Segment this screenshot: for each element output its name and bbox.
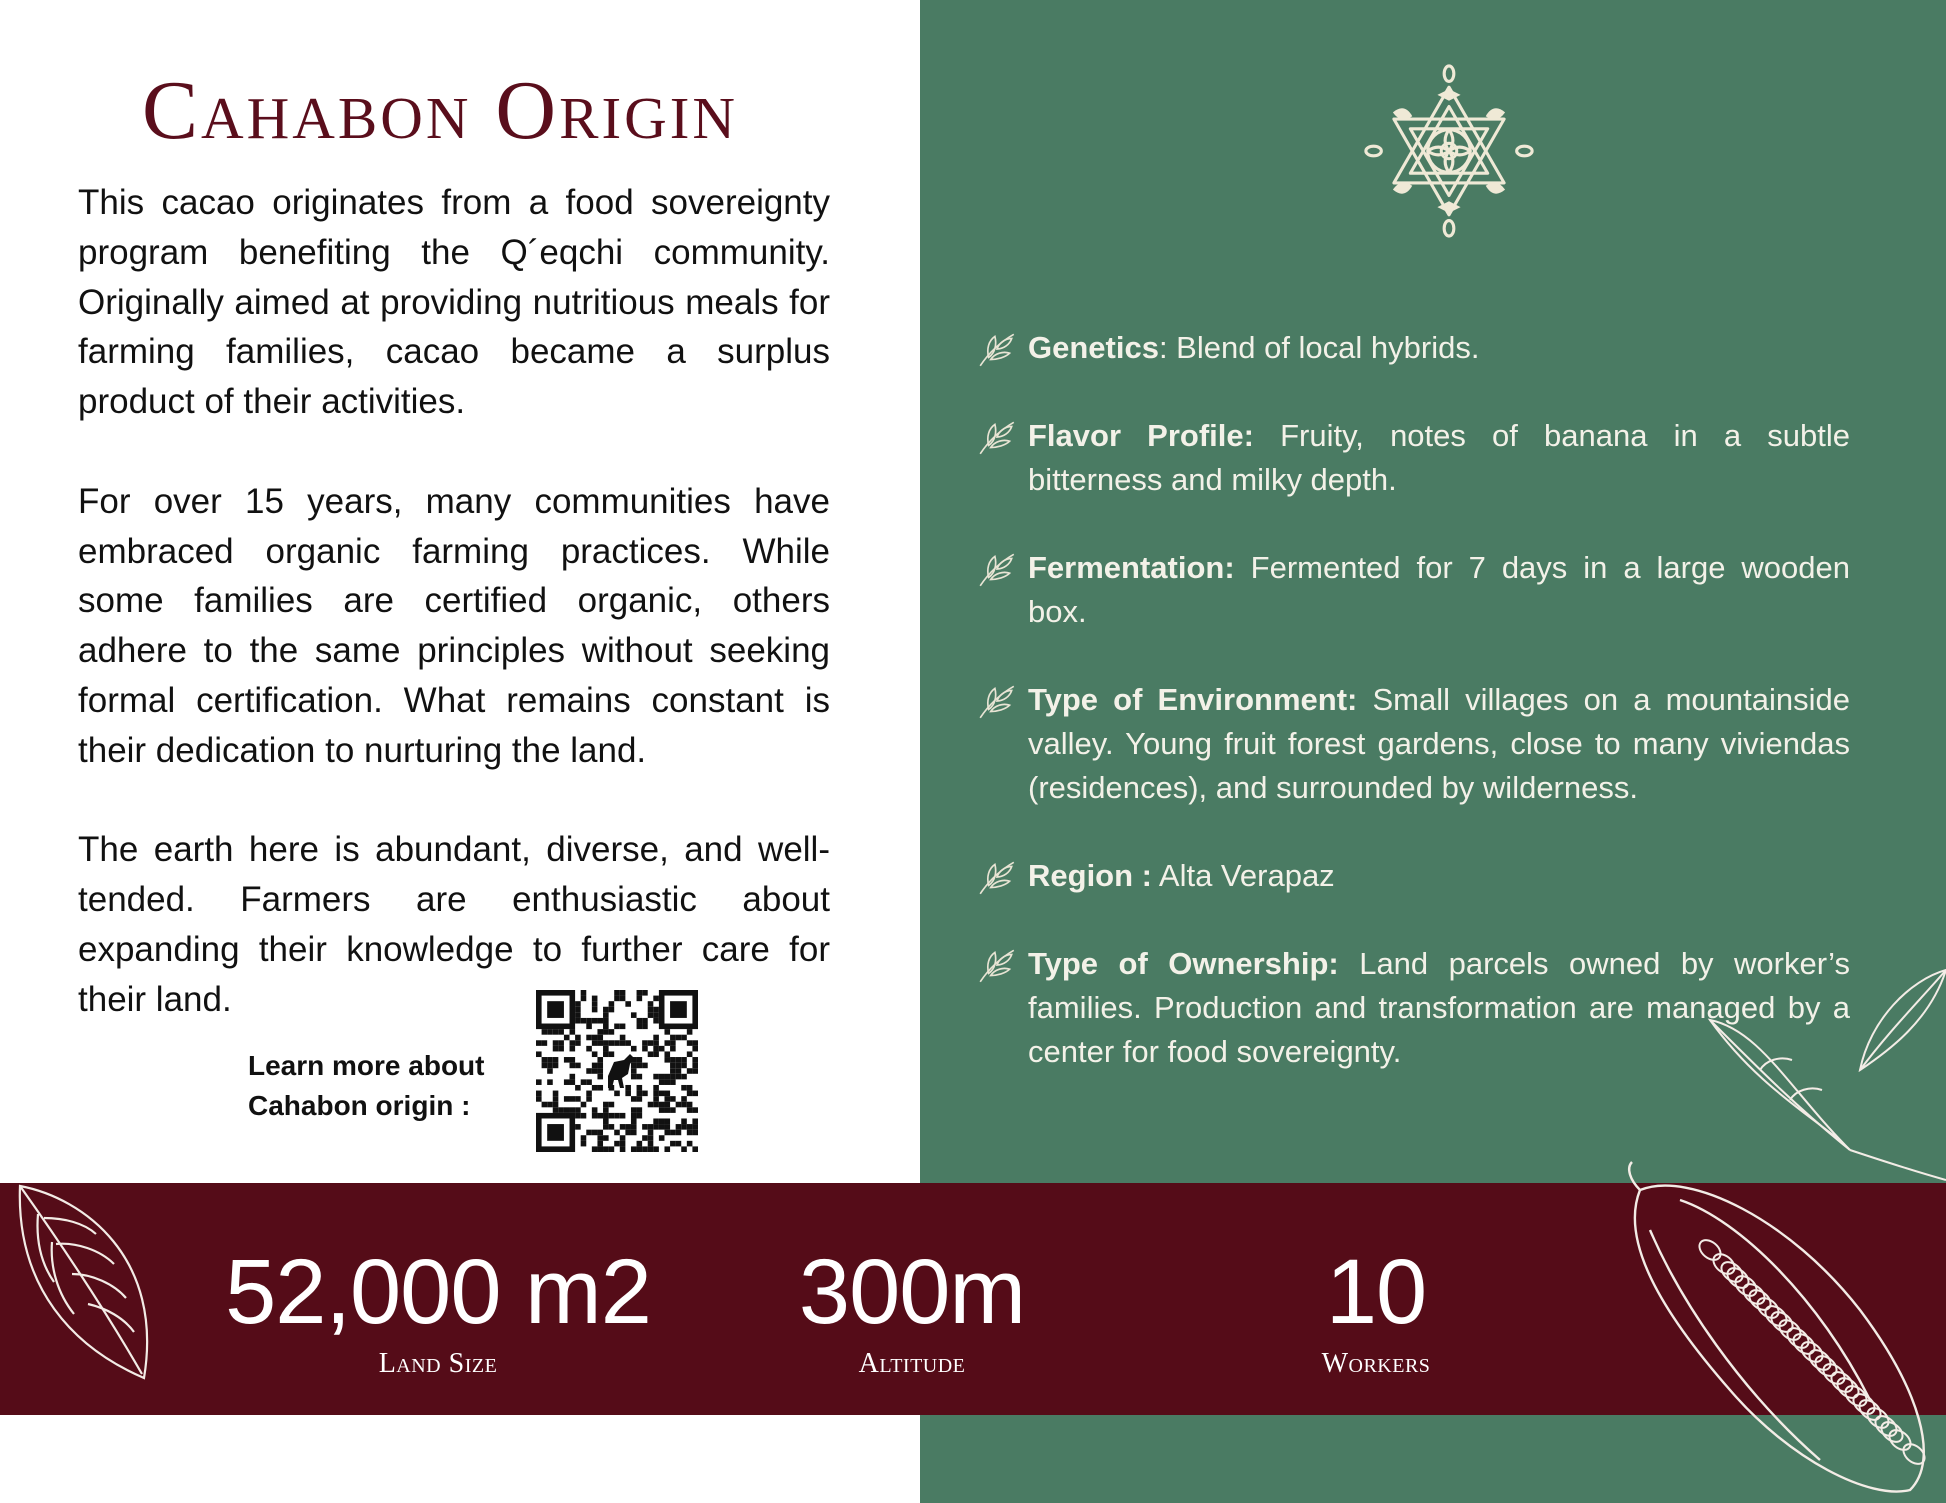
paragraph-1: This cacao originates from a food sovereignty program benefiting the Q´eqchi community. Originally aimed at providing nutritious meals for farming families, cacao became a surplus product of their activities. — [78, 183, 830, 422]
page-title: Cahabon Origin — [142, 64, 738, 157]
qr-code[interactable] — [536, 990, 698, 1152]
stat-label: Land Size — [378, 1348, 498, 1379]
stat-altitude — [692, 1240, 1132, 1380]
stat-land-size — [218, 1240, 658, 1380]
leaf-bullet-icon — [976, 548, 1018, 590]
detail-value: : Blend of local hybrids. — [1158, 330, 1480, 365]
detail-value: Fermented for 7 days in a large wooden box. — [1028, 550, 1850, 629]
detail-region — [976, 854, 1850, 898]
detail-value: Fruity, notes of banana in a subtle bitterness and milky depth. — [1028, 418, 1850, 497]
paragraph-3: The earth here is abundant, diverse, and well-tended. Farmers are enthusiastic about expanding their knowledge to further care for their land. — [78, 830, 830, 1019]
learn-more-caption — [248, 1046, 528, 1126]
detail-label: Genetics — [1028, 330, 1159, 365]
cacao-leaf-icon — [14, 1178, 164, 1388]
detail-label: Flavor Profile: — [1028, 418, 1254, 453]
stat-label: Workers — [1321, 1348, 1431, 1379]
stat-value: 10 — [1325, 1241, 1427, 1343]
paragraph-2: For over 15 years, many communities have embraced organic farming practices. While some families are certified organic, others adhere to the same principles without seeking formal certification. What remains constant is their dedication to nurturing the land. — [78, 481, 830, 770]
leaf-bullet-icon — [976, 416, 1018, 458]
detail-value: Small villages on a mountainside valley. Young fruit forest gardens, close to many viviendas (residences), and surrounded by wilderness. — [1028, 682, 1850, 805]
stat-value: 300m — [798, 1241, 1026, 1343]
learn-more-line-2: Cahabon origin : — [248, 1090, 471, 1121]
cacao-branch-icon — [1700, 960, 1946, 1190]
mandala-icon — [1362, 64, 1536, 238]
learn-more-line-1: Learn more about — [248, 1050, 485, 1081]
cacao-pod-icon — [1620, 1160, 1946, 1500]
detail-value: Alta Verapaz — [1152, 858, 1335, 893]
detail-label: Type of Ownership: — [1028, 946, 1339, 981]
detail-flavor-profile — [976, 414, 1850, 502]
detail-label: Fermentation: — [1028, 550, 1235, 585]
stat-value: 52,000 m2 — [225, 1241, 651, 1343]
detail-value: Land parcels owned by worker’s families. Production and transformation are managed by a center for food sovereignty. — [1028, 946, 1851, 1069]
detail-genetics — [976, 326, 1850, 370]
detail-environment — [976, 678, 1850, 810]
stat-label: Altitude — [858, 1348, 966, 1379]
stat-workers — [1156, 1240, 1596, 1380]
leaf-bullet-icon — [976, 856, 1018, 898]
leaf-bullet-icon — [976, 944, 1018, 986]
leaf-bullet-icon — [976, 328, 1018, 370]
detail-fermentation — [976, 546, 1850, 634]
detail-label: Type of Environment: — [1028, 682, 1358, 717]
leaf-bullet-icon — [976, 680, 1018, 722]
origin-description — [78, 178, 830, 1074]
detail-label: Region : — [1028, 858, 1152, 893]
